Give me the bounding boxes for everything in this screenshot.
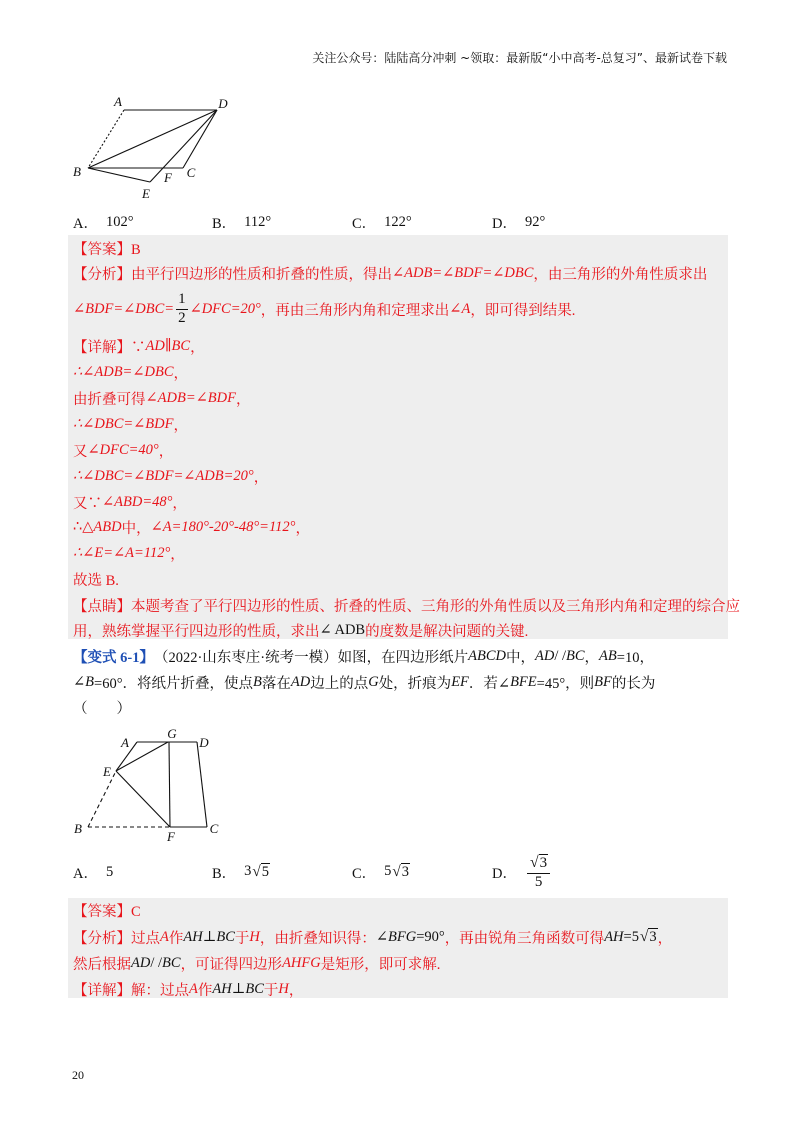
- math-segment: AD∥BC: [145, 337, 191, 354]
- radicand: √ 3: [649, 929, 657, 946]
- option-letter: C．: [352, 865, 377, 882]
- text-segment: 用，熟练掌握平行四边形的性质，求出: [73, 623, 320, 640]
- option-value: 112°: [244, 213, 272, 230]
- text-segment: 【分析】由平行四边形的性质和折叠的性质，得出: [73, 266, 392, 283]
- math-segment: ∠A: [449, 300, 471, 317]
- point-label-e: E: [103, 764, 111, 779]
- text-segment: 作: [168, 930, 184, 947]
- text-segment: 【答案】B: [73, 241, 141, 258]
- point-label-d: D: [218, 96, 228, 111]
- segment-dc: [183, 110, 217, 168]
- text-segment: 然后根据: [73, 956, 131, 973]
- detail-line: [73, 362, 188, 382]
- math-segment: BC: [216, 928, 235, 945]
- text-segment: / /: [150, 954, 163, 971]
- math-segment: ∠ABD=48°: [102, 493, 173, 510]
- math-segment: AH: [212, 980, 232, 997]
- text-segment: 【答案】C: [73, 903, 141, 920]
- option-b[interactable]: [212, 212, 271, 232]
- text-segment: 落在: [261, 675, 291, 692]
- math-segment: B: [253, 673, 262, 690]
- math-segment: ∠DFC=20°: [189, 300, 261, 317]
- fraction-denominator: 2: [178, 309, 186, 326]
- math-segment: ∠BDF=∠DBC=: [73, 300, 175, 317]
- text-segment: ，: [253, 469, 269, 486]
- text-segment: （2022·山东枣庄·统考一模）如图，在四边形纸片: [153, 649, 469, 666]
- solution-box-1: [68, 235, 740, 640]
- point-label-b: B: [74, 821, 82, 836]
- text-segment: ，: [172, 495, 187, 512]
- segment-de: [150, 110, 217, 182]
- option-b[interactable]: [212, 862, 270, 882]
- text-segment: 的度数是解决问题的关键.: [365, 623, 529, 640]
- point-label-c: C: [209, 821, 219, 836]
- option-c[interactable]: [352, 212, 412, 232]
- text-segment: ∴△: [73, 518, 94, 535]
- option-letter: B．: [212, 865, 237, 882]
- text-segment: ⊥: [202, 928, 217, 945]
- segment-bd: [88, 110, 217, 168]
- option-letter: D．: [492, 865, 517, 882]
- math-segment: A: [160, 928, 169, 945]
- point-label-a: A: [114, 94, 122, 109]
- text-segment: 【详解】∵: [73, 339, 146, 356]
- detail-line: [73, 414, 188, 434]
- page-header: 关注公众号：陆陆高分冲刺 ~领取：最新版“小中高考-总复习”、最新试卷下载: [312, 51, 727, 65]
- detail-line: [73, 517, 310, 537]
- text-segment: ，: [584, 649, 600, 666]
- text-segment: 是矩形，即可求解.: [320, 956, 441, 973]
- text-segment: 【点睛】本题考查了平行四边形的性质、折叠的性质、三角形的外角性质以及三角形内角和定理的综合应: [73, 598, 740, 615]
- analysis-line: [73, 927, 672, 947]
- question-stem-line: [73, 697, 131, 717]
- text-segment: ，再由三角形内角和定理求出: [260, 302, 450, 319]
- math-segment: AH: [604, 928, 624, 945]
- fraction-numerator: 1: [176, 292, 188, 310]
- option-letter: B．: [212, 215, 237, 232]
- text-segment: ，即可得到结果.: [470, 302, 576, 319]
- text-segment: ，再由锐角三角函数可得: [444, 930, 605, 947]
- text-segment: （ ）: [73, 700, 131, 717]
- text-segment: ，: [288, 982, 304, 999]
- text-segment: =90°: [416, 928, 445, 945]
- math-segment: AB: [599, 647, 617, 664]
- math-segment: AD: [534, 647, 555, 664]
- point-label-g: G: [167, 726, 177, 741]
- option-d[interactable]: [492, 854, 552, 890]
- text-segment: ∠: [375, 928, 389, 945]
- radicand: √ 5: [261, 864, 270, 881]
- figure-parallelogram: [68, 90, 240, 205]
- text-segment: ．若∠: [468, 675, 511, 692]
- text-segment: ，由三角形的外角性质求出: [533, 266, 708, 283]
- math-segment: BC: [245, 980, 264, 997]
- math-segment: ∴∠E=∠A=112°: [73, 544, 171, 561]
- option-letter: A．: [73, 865, 98, 882]
- math-segment: BC: [566, 647, 585, 664]
- math-segment: H: [249, 928, 260, 945]
- fraction: [527, 854, 550, 891]
- answer-line: [73, 238, 141, 258]
- radicand: √ 3: [401, 864, 410, 881]
- math-segment: ∴∠ADB=∠DBC: [73, 363, 174, 380]
- option-d[interactable]: [492, 212, 545, 232]
- option-letter: D．: [492, 215, 517, 232]
- math-segment: AD: [131, 954, 151, 971]
- detail-line: [73, 543, 185, 563]
- text-segment: 边上的点: [310, 675, 369, 692]
- text-segment: ，可证得四边形: [180, 956, 283, 973]
- text-segment: ，: [295, 520, 310, 537]
- text-segment: 于: [263, 982, 279, 999]
- analysis-line: [73, 953, 440, 973]
- option-value: 92°: [524, 213, 546, 230]
- math-segment: ∠ADB=∠BDF: [145, 389, 236, 406]
- fraction-numerator: [527, 854, 550, 874]
- fraction-denominator: 5: [534, 873, 543, 890]
- text-segment: 中，: [505, 649, 535, 666]
- option-c[interactable]: [352, 862, 410, 882]
- point-label-f: F: [164, 170, 172, 185]
- square-root: [252, 863, 270, 881]
- math-segment: G: [368, 673, 379, 690]
- point-label-c: C: [186, 165, 196, 180]
- text-segment: 3: [244, 863, 252, 880]
- math-segment: ABD: [93, 518, 122, 535]
- detail-line: [73, 336, 205, 356]
- option-value: [106, 864, 113, 881]
- square-root: [640, 928, 658, 946]
- answer-line: [73, 900, 141, 920]
- text-segment: 由折叠可得: [73, 391, 146, 408]
- page-number: 20: [72, 1068, 84, 1082]
- question-stem-line: [73, 646, 654, 666]
- text-segment: ，由折叠知识得：: [259, 930, 376, 947]
- text-segment: 的长为: [611, 675, 656, 692]
- text-segment: =60°．将纸片折叠，使点: [94, 675, 253, 692]
- math-segment: AD: [290, 673, 311, 690]
- text-segment: ⊥: [231, 980, 246, 997]
- figure-quadrilateral: [68, 722, 230, 847]
- square-root: [392, 863, 410, 881]
- math-segment: AHFG: [282, 954, 321, 971]
- text-segment: ，: [170, 546, 185, 563]
- text-segment: ，: [158, 443, 174, 460]
- option-value: [384, 863, 410, 881]
- detail-line: [73, 388, 250, 408]
- point-label-f: F: [167, 829, 175, 844]
- text-segment: =45°，则: [536, 675, 595, 692]
- point-label-b: B: [73, 164, 81, 179]
- radicand: √ 3: [539, 854, 548, 871]
- detail-line: [73, 466, 268, 486]
- detail-line: [73, 492, 187, 512]
- text-segment: ，: [173, 417, 188, 434]
- text-segment: ，: [235, 391, 251, 408]
- text-segment: ∠: [73, 673, 86, 690]
- text-segment: 于: [234, 930, 250, 947]
- math-segment: BFG: [388, 928, 417, 945]
- text-segment: / /: [554, 647, 567, 664]
- point-label-d: D: [199, 735, 209, 750]
- math-segment: ∠A=180°-20°-48°=112°: [150, 518, 296, 535]
- option-value: [525, 854, 552, 891]
- option-letter: C．: [352, 215, 377, 232]
- fraction: [176, 292, 188, 327]
- text-segment: 5: [384, 863, 392, 880]
- text-segment: 又∵: [73, 495, 102, 512]
- text-segment: 5: [105, 863, 114, 880]
- text-segment: 故选 B.: [73, 572, 119, 589]
- segment-dc: [197, 742, 207, 827]
- segment-gf: [169, 742, 170, 827]
- math-segment: BF: [594, 673, 612, 690]
- math-segment: H: [278, 980, 289, 997]
- text-segment: =10，: [616, 649, 654, 666]
- analysis-line: [73, 290, 576, 326]
- math-segment: BFE: [510, 673, 537, 690]
- segment-ab-dotted: [88, 110, 124, 168]
- math-segment: AH: [183, 928, 203, 945]
- comment-line: [73, 620, 528, 640]
- detail-line: [73, 440, 173, 460]
- math-segment: A: [189, 980, 198, 997]
- detail-line: [73, 569, 119, 589]
- option-a[interactable]: [73, 862, 113, 882]
- math-segment: ∴∠DBC=∠BDF: [73, 415, 174, 432]
- point-label-a: A: [121, 735, 129, 750]
- detail-line: [73, 979, 303, 999]
- point-label-e: E: [142, 186, 150, 201]
- comment-line: [73, 595, 740, 615]
- segment-be-dashed: [88, 771, 116, 827]
- math-segment: ∴∠DBC=∠BDF=∠ADB=20°: [73, 467, 254, 484]
- text-segment: ，: [190, 339, 205, 356]
- math-segment: EF: [451, 673, 469, 690]
- text-segment: 中，: [121, 520, 151, 537]
- option-value: 102°: [105, 213, 134, 230]
- option-a[interactable]: [73, 212, 134, 232]
- question-stem-line: [73, 672, 655, 692]
- text-segment: 作: [197, 982, 213, 999]
- text-segment: ，: [173, 365, 188, 382]
- solution-box-2: [68, 898, 728, 998]
- text-segment: 【详解】解：过点: [73, 982, 189, 999]
- text-segment: 又: [73, 443, 88, 460]
- option-letter: A．: [73, 215, 98, 232]
- text-segment: 处，折痕为: [378, 675, 452, 692]
- option-value: [244, 863, 270, 881]
- text-segment: ∠ ADB: [319, 621, 366, 638]
- text-segment: =5: [623, 928, 639, 945]
- math-segment: B: [85, 673, 95, 690]
- text-segment: ，: [657, 930, 673, 947]
- variant-label: 【变式 6-1】: [73, 649, 154, 666]
- math-segment: BC: [162, 954, 181, 971]
- math-segment: ∠DFC=40°: [87, 441, 159, 458]
- math-segment: ABCD: [468, 647, 506, 664]
- math-segment: ∠ADB=∠BDF=∠DBC: [392, 264, 534, 281]
- segment-be: [88, 168, 150, 182]
- square-root: [530, 854, 548, 872]
- analysis-line: [73, 263, 707, 283]
- segment-ef: [116, 771, 170, 827]
- text-segment: 【分析】过点: [73, 930, 160, 947]
- option-value: 122°: [384, 213, 412, 230]
